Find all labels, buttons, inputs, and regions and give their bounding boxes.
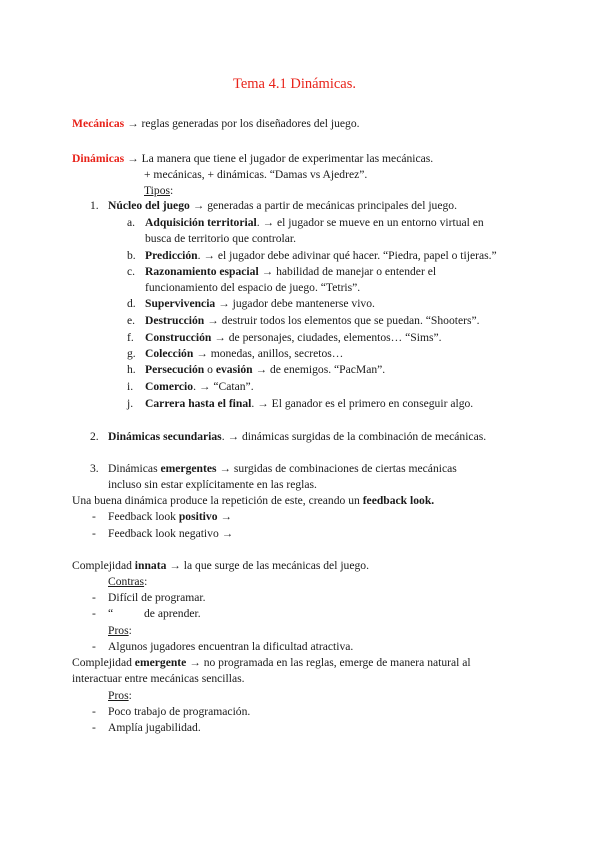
list-dash: - — [92, 607, 96, 620]
mecanicas-term: Mecánicas — [72, 117, 125, 130]
item-term-2: evasión — [215, 363, 253, 376]
tipos-label: Tipos — [144, 184, 171, 197]
innata-term: innata — [134, 559, 167, 572]
pros-heading — [108, 623, 132, 638]
item-term: Construcción — [145, 331, 212, 344]
tipo1-item-letter: f. — [127, 331, 134, 344]
tipo2-number: 2. — [90, 430, 99, 443]
item-term: Colección — [145, 347, 194, 360]
emergente-text: → no programada en las reglas, emerge de manera natural al — [186, 656, 471, 669]
tipo3-term: emergentes — [160, 462, 217, 475]
item-text: . → el jugador debe adivinar qué hacer. “Piedra, papel o tijeras.” — [197, 249, 497, 262]
tipos-heading — [144, 183, 173, 198]
item-text: → de enemigos. “PacMan”. — [252, 363, 386, 376]
list-dash: - — [92, 527, 96, 540]
pro-item: Amplía jugabilidad. — [108, 721, 201, 734]
item-term: Razonamiento espacial — [145, 265, 259, 278]
tipo3-number: 3. — [90, 462, 99, 475]
tipo1-item — [145, 215, 484, 230]
item-text: → jugador debe mantenerse vivo. — [215, 297, 375, 310]
item-text: . → “Catan”. — [193, 380, 254, 393]
emergente-line — [72, 655, 471, 670]
item-text: . → El ganador es el primero en conseguir algo. — [251, 397, 474, 410]
feedback-item-text: Feedback look negativo — [108, 527, 219, 540]
tipo1-item — [145, 313, 480, 328]
tipo2-text: . → dinámicas surgidas de la combinación de mecánicas. — [221, 430, 487, 443]
feedback-item-negative — [108, 526, 233, 541]
tipo1-item — [145, 248, 497, 263]
dinamicas-definition — [72, 151, 433, 166]
ditto-mark: “ — [108, 607, 114, 620]
list-dash: - — [92, 591, 96, 604]
emergente-prefix: Complejidad — [72, 656, 135, 669]
feedback-text: Una buena dinámica produce la repetición de este, creando un — [72, 494, 363, 507]
mecanicas-text: → reglas generadas por los diseñadores del juego. — [127, 117, 360, 130]
tipo1-item — [145, 379, 254, 394]
innata-line — [72, 558, 369, 573]
item-text: → de personajes, ciudades, elementos… “Sims”. — [211, 331, 442, 344]
item-text: → destruir todos los elementos que se puedan. “Shooters”. — [204, 314, 480, 327]
item-term: Carrera hasta el final — [145, 397, 252, 410]
item-connector: o — [204, 363, 216, 376]
feedback-item-arrow: → — [217, 510, 232, 523]
item-text: → habilidad de manejar o entender el — [258, 265, 437, 278]
tipos-colon: : — [170, 184, 174, 197]
mecanicas-definition — [72, 116, 360, 131]
tipo1-item — [145, 362, 385, 377]
tipo1-term: Núcleo del juego — [108, 199, 190, 212]
contras-colon: : — [144, 575, 148, 588]
list-dash: - — [92, 640, 96, 653]
tipo1-item-letter: e. — [127, 314, 136, 327]
feedback-line — [72, 493, 434, 508]
pros-heading — [108, 688, 132, 703]
tipo2-line — [108, 429, 486, 444]
feedback-item-positive — [108, 509, 232, 524]
tipo1-item — [145, 396, 473, 411]
feedback-item-text: Feedback look — [108, 510, 179, 523]
contra-item: de aprender. — [144, 607, 201, 620]
tipo1-item-letter: d. — [127, 297, 136, 310]
item-term: Comercio — [145, 380, 194, 393]
tipo1-line — [108, 198, 457, 213]
list-dash: - — [92, 705, 96, 718]
contras-heading — [108, 574, 147, 589]
item-term: Supervivencia — [145, 297, 216, 310]
pro-item: Poco trabajo de programación. — [108, 705, 251, 718]
list-dash: - — [92, 510, 96, 523]
tipo1-item-letter: a. — [127, 216, 136, 229]
page-title: Tema 4.1 Dinámicas. — [233, 76, 357, 92]
tipo1-item-letter: b. — [127, 249, 136, 262]
contra-item: Difícil de programar. — [108, 591, 206, 604]
tipo1-item-letter: j. — [127, 397, 134, 410]
item-term: Adquisición territorial — [145, 216, 257, 229]
tipo1-number: 1. — [90, 199, 99, 212]
feedback-term: feedback look. — [362, 494, 435, 507]
innata-text: → la que surge de las mecánicas del juego. — [166, 559, 369, 572]
item-continuation: busca de territorio que controlar. — [145, 232, 296, 245]
contras-label: Contras — [108, 575, 145, 588]
pros-label: Pros — [108, 689, 129, 702]
tipo1-item — [145, 330, 442, 345]
item-text: . → el jugador se mueve en un entorno virtual en — [256, 216, 484, 229]
tipo1-item — [145, 296, 375, 311]
item-term: Persecución — [145, 363, 205, 376]
feedback-item-arrow: → — [218, 527, 234, 540]
tipo3-continuation: incluso sin estar explícitamente en las reglas. — [108, 478, 317, 491]
pros-colon: : — [128, 689, 132, 702]
emergente-continuation: interactuar entre mecánicas sencillas. — [72, 672, 245, 685]
tipo1-item-letter: c. — [127, 265, 136, 278]
dinamicas-subtext: + mecánicas, + dinámicas. “Damas vs Ajedrez”. — [144, 168, 368, 181]
tipo2-term: Dinámicas secundarias — [108, 430, 222, 443]
pro-item: Algunos jugadores encuentran la dificultad atractiva. — [108, 640, 354, 653]
tipo1-item-letter: i. — [127, 380, 134, 393]
tipo1-item — [145, 346, 343, 361]
dinamicas-text: → La manera que tiene el jugador de experimentar las mecánicas. — [127, 152, 434, 165]
tipo3-prefix: Dinámicas — [108, 462, 161, 475]
tipo1-item-letter: h. — [127, 363, 136, 376]
pros-colon: : — [128, 624, 132, 637]
tipo1-text: → generadas a partir de mecánicas principales del juego. — [189, 199, 457, 212]
dinamicas-term: Dinámicas — [72, 152, 125, 165]
item-term: Destrucción — [145, 314, 205, 327]
item-text: → monedas, anillos, secretos… — [193, 347, 344, 360]
tipo1-item — [145, 264, 436, 279]
emergente-term: emergente — [134, 656, 187, 669]
pros-label: Pros — [108, 624, 129, 637]
item-continuation: funcionamiento del espacio de juego. “Tetris”. — [145, 281, 361, 294]
tipo1-item-letter: g. — [127, 347, 136, 360]
item-term: Predicción — [145, 249, 198, 262]
tipo3-text: → surgidas de combinaciones de ciertas mecánicas — [216, 462, 457, 475]
feedback-item-term: positivo — [178, 510, 218, 523]
tipo3-line — [108, 461, 457, 476]
innata-prefix: Complejidad — [72, 559, 135, 572]
list-dash: - — [92, 721, 96, 734]
